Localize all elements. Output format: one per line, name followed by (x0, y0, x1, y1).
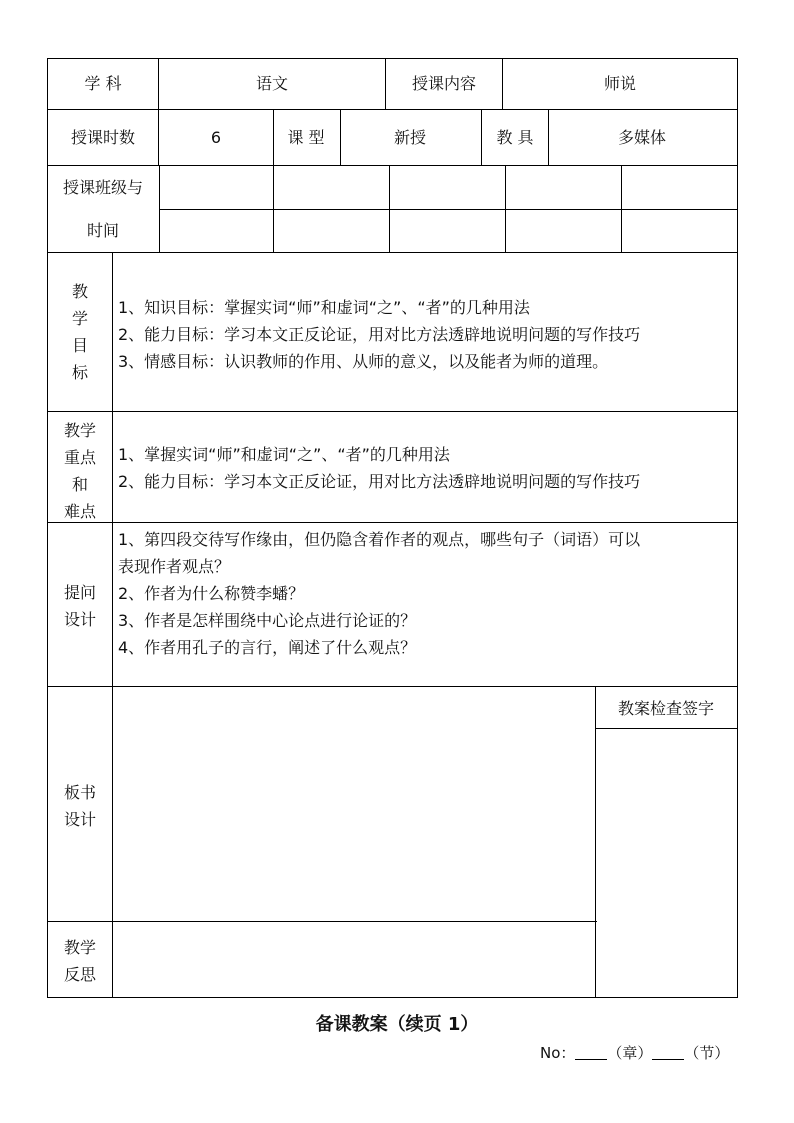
reflection-content-area[interactable] (113, 922, 595, 997)
key-points-label-line: 重点 (63, 448, 96, 467)
border-bottom (47, 997, 738, 998)
col-divider (505, 165, 506, 253)
col-divider (273, 109, 274, 166)
questions-label (60, 579, 100, 633)
questions-label-line: 设计 (63, 610, 96, 629)
border-left (47, 58, 48, 998)
questions-label-line: 提问 (63, 583, 96, 602)
board-label-line: 设计 (63, 810, 96, 829)
questions-text (118, 526, 640, 661)
col-divider (621, 165, 622, 253)
row-divider (47, 165, 738, 166)
content-value: 师说 (603, 74, 637, 93)
objectives-label (60, 278, 100, 386)
question-line: 3、作者是怎样围绕中心论点进行论证的？ (118, 611, 417, 630)
board-label-line: 板书 (63, 783, 96, 802)
col-divider (158, 58, 159, 110)
objectives-label-char: 标 (71, 363, 88, 382)
tools-label: 教 具 (496, 128, 534, 147)
objective-line: 1、知识目标：掌握实词“师”和虚词“之”、“者”的几种用法 (118, 298, 530, 317)
footer-title: 备课教案（续页 1） (315, 1014, 479, 1035)
border-top (47, 58, 738, 59)
col-divider (340, 109, 341, 166)
objectives-label-char: 学 (71, 309, 88, 328)
section-blank[interactable] (652, 1045, 684, 1060)
objectives-label-char: 教 (71, 282, 88, 301)
question-line: 1、第四段交待写作缘由，但仍隐含着作者的观点，哪些句子（词语）可以 (118, 530, 641, 549)
reflection-label-line: 教学 (63, 938, 96, 957)
no-label: No： (540, 1044, 576, 1062)
objectives-label-char: 目 (71, 336, 88, 355)
reflection-label-line: 反思 (63, 965, 96, 984)
objective-line: 2、能力目标：学习本文正反论证，用对比方法透辟地说明问题的写作技巧 (118, 325, 641, 344)
col-divider (273, 165, 274, 253)
chapter-blank[interactable] (575, 1045, 607, 1060)
type-label: 课 型 (287, 128, 325, 147)
row-divider (47, 252, 738, 253)
border-right (737, 58, 738, 998)
tools-value: 多媒体 (617, 128, 667, 147)
row-divider (47, 411, 738, 412)
board-label (60, 779, 100, 833)
key-points-label-line: 和 (71, 475, 88, 494)
key-points-label-line: 教学 (63, 421, 96, 440)
col-divider (481, 109, 482, 166)
question-line: 2、作者为什么称赞李蟠？ (118, 584, 305, 603)
col-divider (548, 109, 549, 166)
key-point-line: 2、能力目标：学习本文正反论证，用对比方法透辟地说明问题的写作技巧 (118, 472, 641, 491)
board-content-area[interactable] (113, 687, 595, 921)
check-sign-area[interactable] (596, 729, 737, 997)
col-divider (158, 109, 159, 166)
key-points-text (118, 441, 640, 495)
key-points-label (60, 417, 100, 525)
col-divider (389, 165, 390, 253)
class-time-label-line1: 授课班级与 (62, 178, 144, 197)
subject-value: 语文 (255, 74, 289, 93)
hours-value: 6 (210, 128, 222, 147)
subject-label: 学 科 (84, 74, 122, 93)
chapter-label: （章） (607, 1044, 653, 1062)
question-line: 4、作者用孔子的言行，阐述了什么观点？ (118, 638, 417, 657)
row-divider (47, 109, 738, 110)
check-sign-label: 教案检查签字 (617, 699, 715, 718)
row-divider (47, 522, 738, 523)
hours-label: 授课时数 (70, 128, 136, 147)
objective-line: 3、情感目标：认识教师的作用、从师的意义，以及能者为师的道理。 (118, 352, 609, 371)
section-label: （节） (684, 1044, 730, 1062)
row-divider (159, 209, 738, 210)
col-divider (385, 58, 386, 110)
key-point-line: 1、掌握实词“师”和虚词“之”、“者”的几种用法 (118, 445, 450, 464)
type-value: 新授 (393, 128, 427, 147)
col-divider (159, 165, 160, 253)
question-line: 表现作者观点？ (118, 557, 231, 576)
footer-number (540, 1042, 729, 1063)
class-time-label-line2: 时间 (86, 221, 120, 240)
col-divider (502, 58, 503, 110)
content-label: 授课内容 (411, 74, 477, 93)
reflection-label (60, 934, 100, 988)
key-points-label-line: 难点 (63, 502, 96, 521)
objectives-text (118, 294, 640, 375)
